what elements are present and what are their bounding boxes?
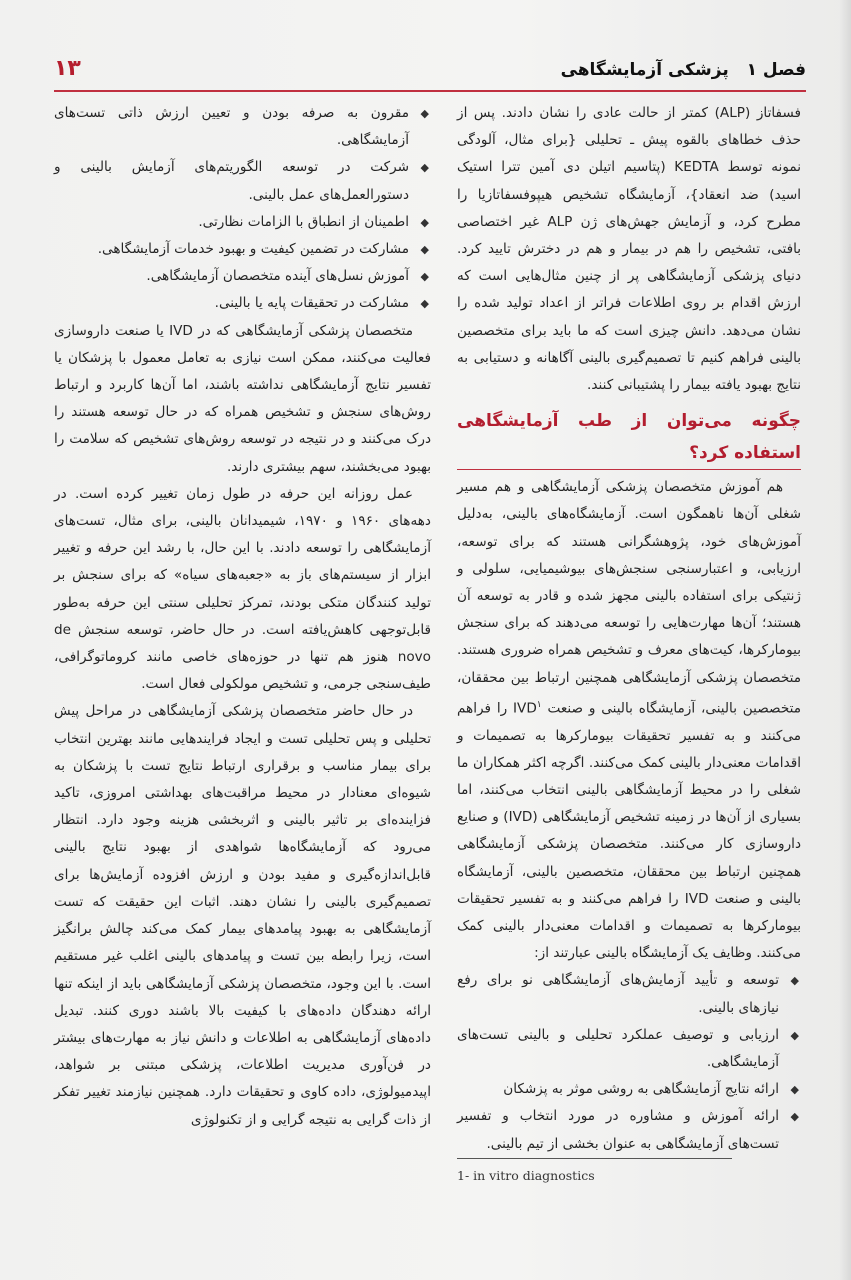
left-column bbox=[54, 100, 431, 1134]
footnote-rule bbox=[457, 1158, 732, 1159]
diamond-bullet-icon: ◆ bbox=[420, 107, 429, 120]
diamond-bullet-icon: ◆ bbox=[790, 1110, 799, 1124]
list-item-text: ارائه آموزش و مشاوره در مورد انتخاب و تفسیر تست‌های آزمایشگاهی به عنوان بخشی از تیم بالینی. bbox=[457, 1108, 779, 1152]
list-item bbox=[54, 263, 431, 290]
list-item bbox=[457, 1076, 801, 1103]
right-bullet-list bbox=[457, 967, 801, 1157]
latin-term: de novo bbox=[54, 621, 431, 666]
list-item-text: ارزیابی و توصیف عملکرد تحلیلی و بالینی تست‌های آزمایشگاهی. bbox=[457, 1026, 779, 1071]
chapter-title: پزشکی آزمایشگاهی bbox=[560, 60, 729, 80]
footnote: 1- in vitro diagnostics bbox=[457, 1168, 595, 1183]
right-paragraph-2 bbox=[457, 474, 801, 967]
list-item-text: توسعه و تأیید آزمایش‌های آزمایشگاهی نو برای رفع نیازهای بالینی. bbox=[457, 972, 779, 1016]
right-paragraph-2-text-b: را فراهم می‌کنند و به تفسیر تحقیقات بیومارکرها به تصمیمات و اقدامات معنی‌دار بالینی کمک می‌کنند. اگرچه اکثر همکاران ما شغلی را در محیط آزمایشگاهی بالینی انتخاب می‌کنند، اما بسیاری از آن‌ها در زمینه تشخیص آزمایشگاهی (IVD) و صنایع داروسازی کار می‌کنند. متخصصان پزشکی آزمایشگاهی همچنین ارتباط بین محققان، متخصصین بالینی، آزمایشگاه بالینی و صنعت IVD را فراهم می‌کنند و به تفسیر تحقیقات بیومارکرها به تصمیمات و اقدامات معنی‌دار بالینی کمک می‌کنند. وظایف یک آزمایشگاه بالینی عبارتند از: bbox=[457, 700, 801, 962]
page-edge-shadow bbox=[839, 0, 851, 1280]
footnote-ref: ۱ bbox=[536, 699, 542, 710]
list-item-text: ارائه نتایج آزمایشگاهی به روشی موثر به پزشکان bbox=[503, 1081, 779, 1098]
diamond-bullet-icon: ◆ bbox=[790, 1083, 799, 1097]
list-item bbox=[457, 967, 801, 1021]
list-item-text: شرکت در توسعه الگوریتم‌های آزمایش بالینی و دستورالعمل‌های عمل بالینی. bbox=[54, 159, 409, 203]
list-item bbox=[457, 1022, 801, 1076]
diamond-bullet-icon: ◆ bbox=[420, 270, 429, 284]
page-header bbox=[54, 52, 806, 88]
diamond-bullet-icon: ◆ bbox=[790, 974, 799, 988]
list-item bbox=[54, 236, 431, 263]
left-paragraph-3: در حال حاضر متخصصان پزشکی آزمایشگاهی در مراحل پیش تحلیلی و پس تحلیلی تست و ایجاد فرایندهایی مانند بهترین انتخاب برای بیمار مناسب و برقراری ارتباط نتایج تست با پزشکان به شیوه‌ای معنادار در محیط مراقبت‌های بهداشتی امروزی، تاکید فزاینده‌ای بر تاثیر بالینی و اثربخشی هزینه وجود دارد. انتظار می‌رود که آزمایشگاه‌ها شواهدی از بهبود نتایج بالینی قابل‌اندازه‌گیری و مفید بودن و ارزش افزوده آزمایش‌ها برای تصمیم‌گیری بالینی را نشان دهند. اثبات این حقیقت که تست آزمایشگاهی به بهبود پیامدهای بیمار کمک می‌کند چالش برانگیز است، زیرا رابطه بین تست و پیامدهای بالینی اغلب غیر مستقیم است. با این وجود، متخصصان پزشکی آزمایشگاهی باید از اینکه تنها ارائه دهندگان داده‌های با کیفیت بالا باشند دوری کنند. تبدیل داده‌های آزمایشگاهی به اطلاعات و دانش نیاز به مهارت‌های بیشتر در فن‌آوری مدیریت اطلاعات، پزشکی مبتنی بر شواهد، اپیدمیولوژی، داده کاوی و تحقیقات دارد. همچنین نیازمند تغییر تفکر از ذات گرایی به نتیجه گرایی و از تکنولوژی bbox=[54, 703, 431, 1128]
left-bullet-list bbox=[54, 100, 431, 318]
header-separator bbox=[735, 60, 741, 80]
right-paragraph-1: فسفاتاز (ALP) کمتر از حالت عادی را نشان دادند. پس از حذف خطاهای بالقوه پیش ـ تحلیلی {برای مثال، آلودگی نمونه توسط KEDTA (پتاسیم اتیلن دی آمین تترا استیک اسید) ضد انعقاد}، آزمایشگاه تشخیص هیپوفسفاتازیا را مطرح کرد، و آزمایش جهش‌های ژن ALP غیر اختصاصی بافتی، تشخیص را هم در بیمار و هم در دخترش تایید کرد. دنیای پزشکی آزمایشگاهی پر از چنین مثال‌هایی است که ارزش اقدام بر روی اطلاعات فراتر از اعداد تولید شده را نشان می‌دهد. دانش چیزی است که ما باید برای متخصصین بالینی فراهم کنیم تا تصمیم‌گیری بالینی آگاهانه و دستیابی به نتایج بهبود یافته بیمار را پشتیبانی کنند. bbox=[457, 105, 802, 394]
list-item bbox=[54, 154, 431, 208]
left-paragraph-2-text-a: عمل روزانه این حرفه در طول زمان تغییر کرده است. در دهه‌های ۱۹۶۰ و ۱۹۷۰، شیمیدانان بالینی، برای مثال، تست‌های آزمایشگاهی را توسعه دادند. با این حال، با رشد این حرفه و تغییر ابزار از سیستم‌های باز به «جعبه‌های سیاه» که برای سنجش بر تولید کنندگان متکی بودند، تمرکز تحلیلی سنتی این حرفه به‌طور قابل‌توجهی کاهش‌یافته است. در حال حاضر، توسعه سنجش bbox=[54, 485, 431, 638]
diamond-bullet-icon: ◆ bbox=[420, 161, 429, 175]
diamond-bullet-icon: ◆ bbox=[420, 215, 429, 229]
list-item-text: مشارکت در تحقیقات پایه یا بالینی. bbox=[214, 295, 409, 312]
page-number: ۱۳ bbox=[54, 56, 81, 81]
right-column bbox=[457, 100, 801, 1158]
list-item-text: مقرون به صرفه بودن و تعیین ارزش ذاتی تست‌های آزمایشگاهی. bbox=[54, 105, 409, 149]
left-paragraph-1: متخصصان پزشکی آزمایشگاهی که در IVD یا صنعت داروسازی فعالیت می‌کنند، ممکن است نیازی به تعامل معمول با پزشکان یا تفسیر نتایج آزمایشگاهی نداشته باشند، اما آن‌ها کاربرد و ارتباط روش‌های سنجش و تشخیص همراه که در حال توسعه هستند را درک می‌کنند و در نتیجه در توسعه روش‌های تشخیص که سلامت را بهبود می‌بخشند، سهم بیشتری دارند. bbox=[54, 322, 431, 475]
running-head bbox=[561, 60, 806, 80]
list-item bbox=[54, 290, 431, 317]
list-item bbox=[457, 1103, 801, 1157]
list-item-text: اطمینان از انطباق با الزامات نظارتی. bbox=[198, 213, 409, 230]
diamond-bullet-icon: ◆ bbox=[790, 1028, 799, 1042]
list-item bbox=[54, 100, 431, 154]
right-paragraph-2-text-a: هم آموزش متخصصان پزشکی آزمایشگاهی و هم مسیر شغلی آن‌ها ناهمگون است. آزمایشگاه‌های بالینی، به‌دلیل آموزش‌های خود، پژوهشگرانی هستند که برای توسعه، ارزیابی، و اعتبارسنجی سنجش‌های بیوشیمیایی، سلولی و ژنتیکی برای استفاده بالینی مجهز شده و قادر به توسعه آن هستند؛ آن‌ها مهارت‌هایی را توسعه می‌دهند که برای سنجش بیومارکرها، کیت‌های معرف و تشخیص همراه ضروری هستند. متخصصان پزشکی آزمایشگاهی همچنین ارتباط بین محققان، متخصصین بالینی، آزمایشگاه بالینی و صنعت IVD bbox=[457, 479, 801, 717]
left-paragraph-2 bbox=[54, 481, 431, 699]
list-item-text: آموزش نسل‌های آینده متخصصان آزمایشگاهی. bbox=[146, 268, 409, 285]
chapter-label: فصل ۱ bbox=[746, 60, 806, 80]
list-item bbox=[54, 209, 431, 236]
header-rule bbox=[54, 90, 806, 92]
left-paragraph-2-text-b: هنوز هم تنها در حوزه‌های خاصی مانند کروماتوگرافی، طیف‌سنجی جرمی، و تشخیص مولکولی فعال است. bbox=[54, 649, 431, 693]
section-heading: چگونه می‌توان از طب آزمایشگاهی استفاده کرد؟ bbox=[457, 405, 801, 470]
diamond-bullet-icon: ◆ bbox=[420, 297, 429, 311]
diamond-bullet-icon: ◆ bbox=[420, 243, 429, 257]
list-item-text: مشارکت در تضمین کیفیت و بهبود خدمات آزمایشگاهی. bbox=[97, 241, 409, 258]
